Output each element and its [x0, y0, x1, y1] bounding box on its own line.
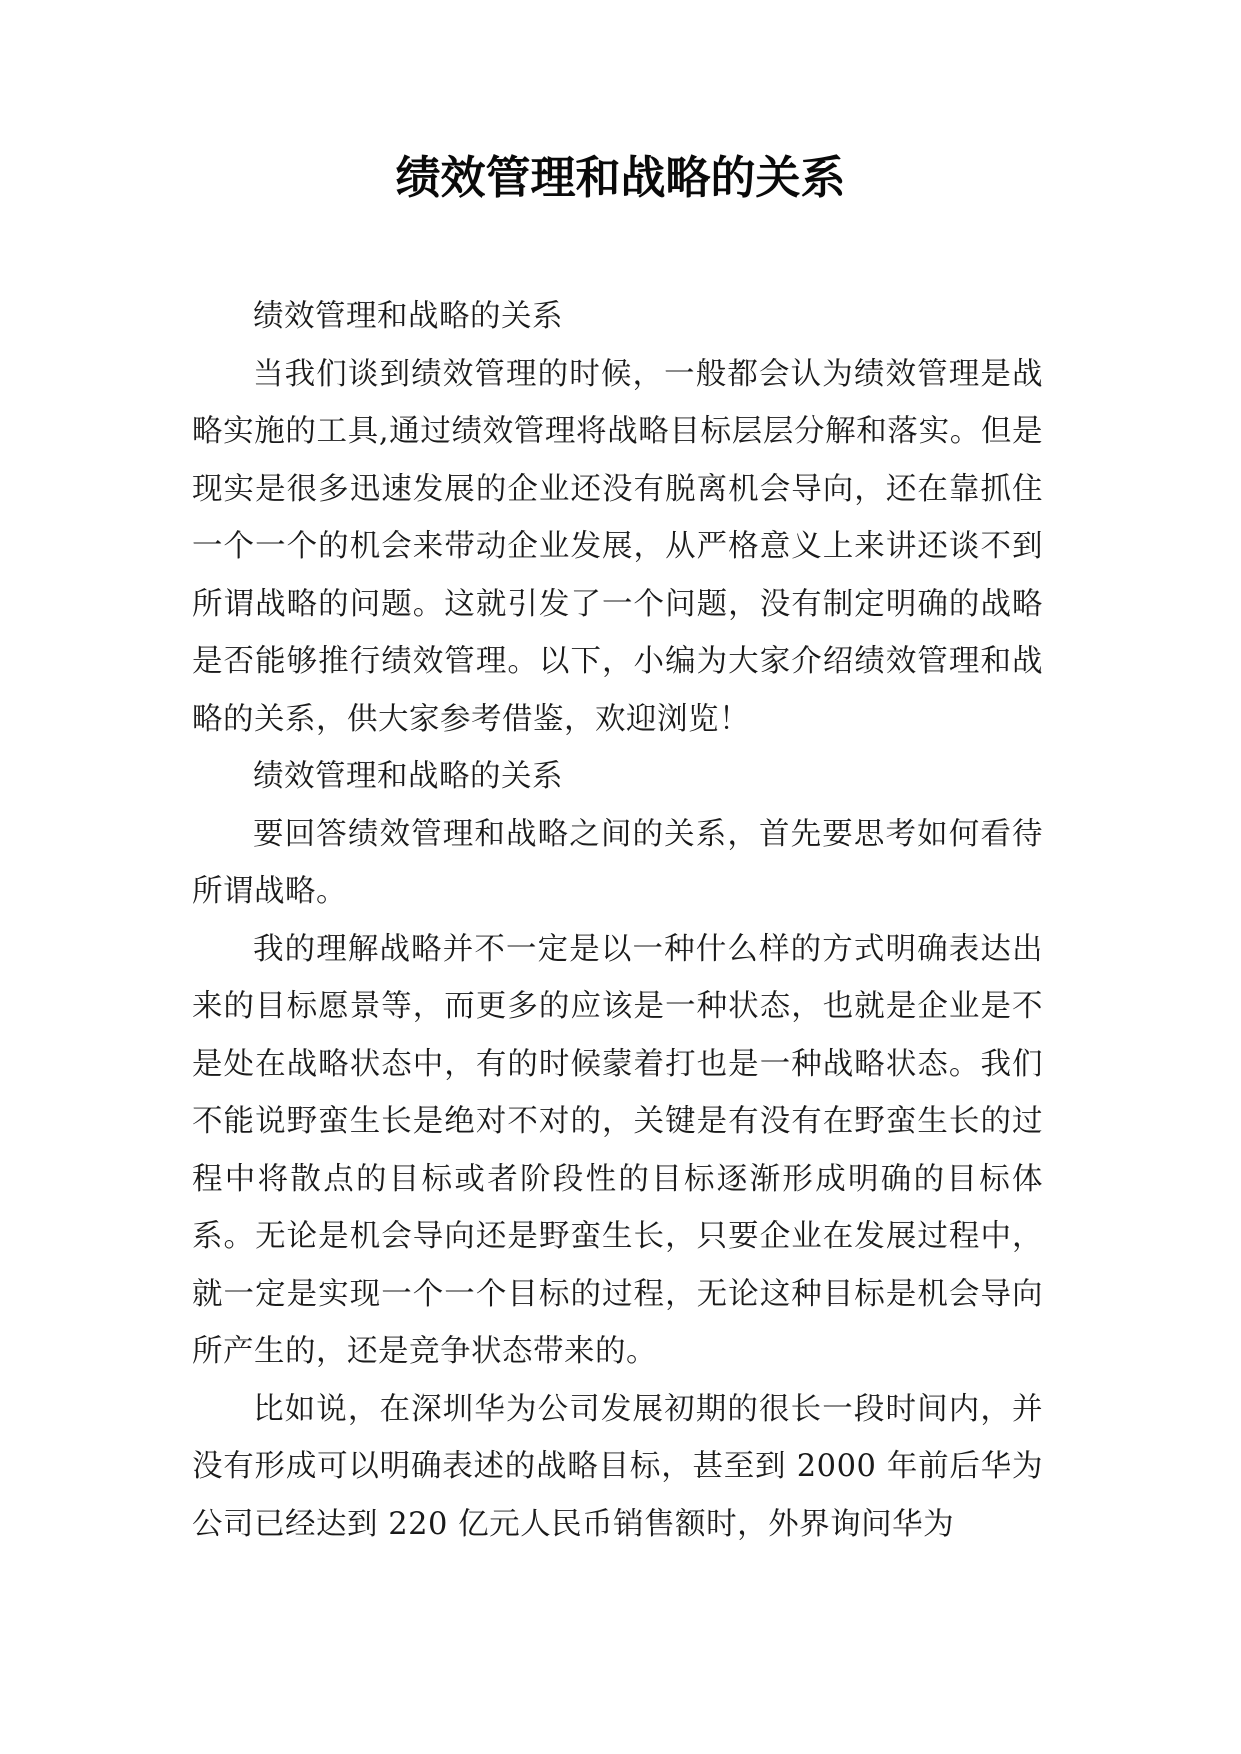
paragraph: 当我们谈到绩效管理的时候，一般都会认为绩效管理是战略实施的工具,通过绩效管理将战略目标层层分解和落实。但是现实是很多迅速发展的企业还没有脱离机会导向，还在靠抓住一个一个的机会来带动企业发展，从严格意义上来讲还谈不到所谓战略的问题。这就引发了一个问题，没有制定明确的战略是否能够推行绩效管理。以下，小编为大家介绍绩效管理和战略的关系，供大家参考借鉴，欢迎浏览！ — [192, 356, 1043, 737]
document-body — [192, 288, 1043, 1553]
paragraph-subheading: 绩效管理和战略的关系 — [253, 759, 563, 794]
document-title: 绩效管理和战略的关系 — [395, 151, 846, 204]
paragraph: 比如说，在深圳华为公司发展初期的很长一段时间内，并没有形成可以明确表述的战略目标，甚至到 2000 年前后华为公司已经达到 220 亿元人民币销售额时，外界询问华为 — [192, 1391, 1043, 1542]
paragraph: 我的理解战略并不一定是以一种什么样的方式明确表达出来的目标愿景等，而更多的应该是一种状态，也就是企业是不是处在战略状态中，有的时候蒙着打也是一种战略状态。我们不能说野蛮生长是绝对不对的，关键是有没有在野蛮生长的过程中将散点的目标或者阶段性的目标逐渐形成明确的目标体系。无论是机会导向还是野蛮生长，只要企业在发展过程中，就一定是实现一个一个目标的过程，无论这种目标是机会导向所产生的，还是竞争状态带来的。 — [192, 931, 1043, 1369]
paragraph-subheading: 绩效管理和战略的关系 — [253, 299, 563, 334]
paragraph: 要回答绩效管理和战略之间的关系，首先要思考如何看待所谓战略。 — [192, 816, 1043, 909]
